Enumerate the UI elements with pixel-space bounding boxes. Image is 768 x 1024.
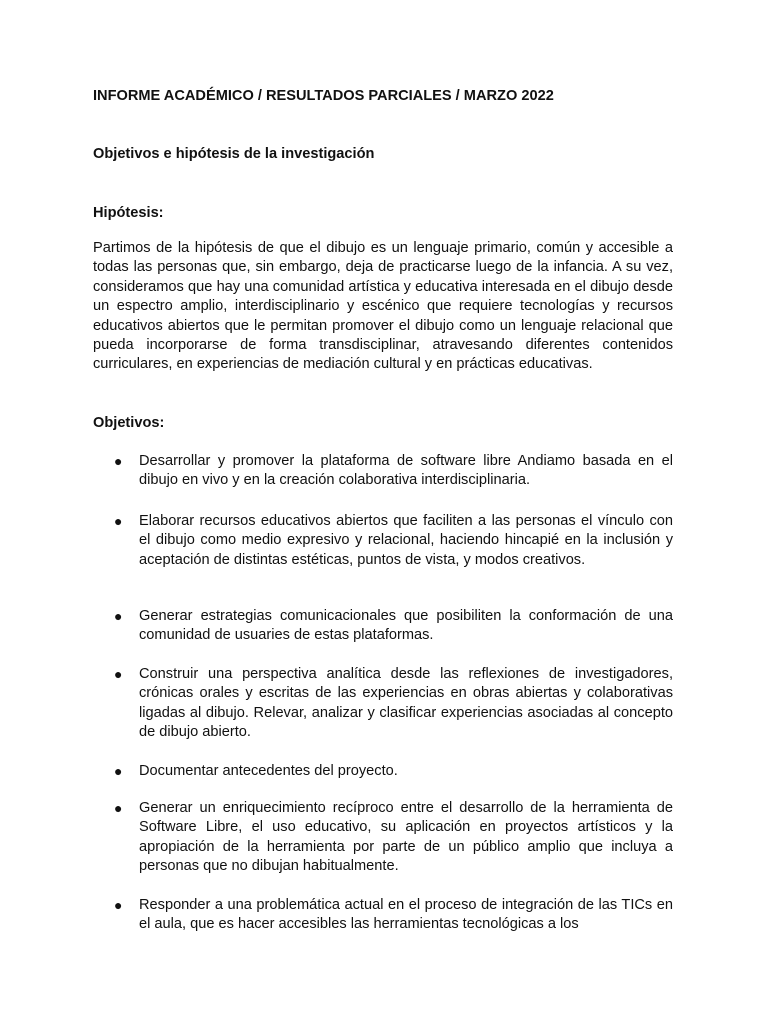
bullet-icon: ●	[114, 513, 123, 529]
bullet-icon: ●	[114, 608, 123, 624]
objective-text: Documentar antecedentes del proyecto.	[139, 763, 398, 779]
objective-text: Construir una perspectiva analítica desde las reflexiones de investigadores, crónicas orales y escritas de las experiencias en obras abiertas y colaborativas ligadas al dibujo. Relevar, analizar y clasificar experiencias asociadas al concepto de dibujo abierto.	[139, 666, 673, 741]
bullet-icon: ●	[114, 666, 123, 682]
hypothesis-paragraph: Partimos de la hipótesis de que el dibujo es un lenguaje primario, común y accesible a todas las personas que, sin embargo, deja de practicarse luego de la infancia. A su vez, consideramos que hay una comunidad artística y educativa interesada en el dibujo desde un espectro amplio, interdisciplinario y escénico que requiere tecnologías y recursos educativos abiertos que le permitan promover el dibujo como un lenguaje relacional que pueda incorporarse de forma transdisciplinar, atravesando diferentes contenidos curriculares, en experiencias de mediación cultural y en prácticas educativas.	[93, 240, 673, 373]
bullet-icon: ●	[114, 763, 123, 779]
hypothesis-heading: Hipótesis:	[93, 205, 164, 221]
objective-text: Elaborar recursos educativos abiertos que faciliten a las personas el vínculo con el dibujo como medio expresivo y relacional, haciendo hincapié en la inclusión y aceptación de distintas estéticas, puntos de vista, y modos creativos.	[139, 513, 673, 568]
bullet-icon: ●	[114, 453, 123, 469]
document-title: INFORME ACADÉMICO / RESULTADOS PARCIALES / MARZO 2022	[93, 88, 554, 104]
section-heading: Objetivos e hipótesis de la investigación	[93, 146, 375, 162]
objective-text: Responder a una problemática actual en el proceso de integración de las TICs en el aula, que es hacer accesibles las herramientas tecnológicas a los	[139, 897, 673, 933]
objective-text: Generar estrategias comunicacionales que posibiliten la conformación de una comunidad de usuaries de estas plataformas.	[139, 608, 673, 644]
objective-text: Desarrollar y promover la plataforma de software libre Andiamo basada en el dibujo en vivo y en la creación colaborativa interdisciplinaria.	[139, 453, 673, 489]
objectives-heading: Objetivos:	[93, 415, 165, 431]
objective-text: Generar un enriquecimiento recíproco entre el desarrollo de la herramienta de Software Libre, el uso educativo, su aplicación en proyectos artísticos y la apropiación de la herramienta por parte de un público amplio que incluya a personas que no dibujan habitualmente.	[139, 800, 673, 875]
bullet-icon: ●	[114, 897, 123, 913]
bullet-icon: ●	[114, 800, 123, 816]
